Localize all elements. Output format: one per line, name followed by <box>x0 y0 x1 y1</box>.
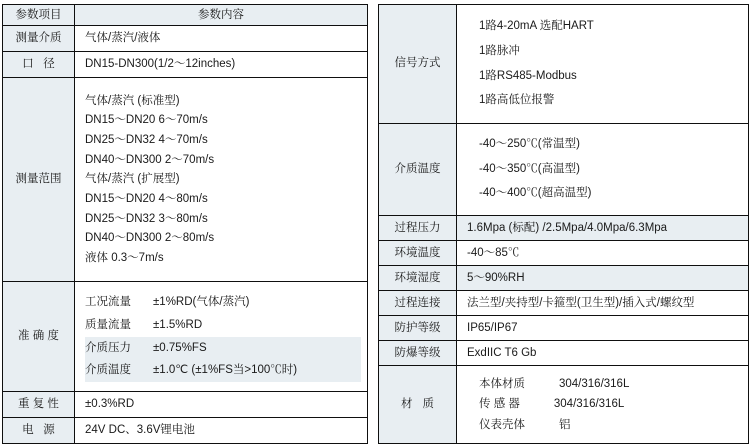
row-value-accuracy <box>75 282 368 392</box>
material-line <box>479 394 742 415</box>
row-label-medium-temp: 介质温度 <box>379 123 457 215</box>
accuracy-name: 介质温度 <box>85 364 131 377</box>
row-value-process-connection: 法兰型/夹持型/卡箍型(卫生型)/插入式/螺纹型 <box>457 291 749 316</box>
row-label-ambient-temp: 环境温度 <box>379 240 457 265</box>
table-row <box>379 215 749 240</box>
row-value-medium-temp <box>457 123 749 215</box>
table-row-accuracy <box>3 282 368 392</box>
row-value-medium: 气体/蒸汽/液体 <box>75 26 368 52</box>
range-line: DN15～DN20 6～70m/s <box>85 114 208 127</box>
row-value-repeatability: ±0.3%RD <box>75 391 368 417</box>
table-row <box>379 341 749 366</box>
material-line <box>479 374 742 395</box>
row-label-repeatability: 重 复 性 <box>3 391 75 417</box>
table-row <box>379 316 749 341</box>
medium-temp-line: -40～250℃(常温型) <box>479 138 580 151</box>
row-label-protection-grade: 防护等级 <box>379 316 457 341</box>
material-name: 本体材质 <box>479 377 525 390</box>
table-row-material <box>379 366 749 444</box>
row-label-process-pressure: 过程压力 <box>379 215 457 240</box>
accuracy-value: ±1.0℃ (±1%FS当>100℃时) <box>153 364 298 377</box>
left-spec-table <box>2 4 368 444</box>
range-line: DN15～DN20 4～80m/s <box>85 193 208 206</box>
row-label-range: 测量范围 <box>3 78 75 282</box>
medium-temp-line: -40～400℃(超高温型) <box>479 187 592 200</box>
range-line: DN25～DN32 3～80m/s <box>85 212 208 225</box>
range-line: DN25～DN32 4～70m/s <box>85 134 208 147</box>
medium-temp-line: -40～350℃(高温型) <box>479 162 580 175</box>
row-label-signal: 信号方式 <box>379 5 457 124</box>
range-line: 液体 0.3～7m/s <box>85 252 164 265</box>
row-label-power: 电 源 <box>3 417 75 443</box>
signal-line: 1路4-20mA 选配HART <box>479 20 594 33</box>
range-line: DN40～DN300 2～70m/s <box>85 153 215 166</box>
table-row <box>3 26 368 52</box>
accuracy-name: 介质压力 <box>85 341 131 354</box>
table-row-medium-temp <box>379 123 749 215</box>
material-line <box>479 415 742 436</box>
row-label-explosion-grade: 防爆等级 <box>379 341 457 366</box>
row-label-diameter: 口 径 <box>3 52 75 78</box>
row-value-ambient-temp: -40～85℃ <box>457 240 749 265</box>
material-name: 仪表壳体 <box>479 419 525 432</box>
accuracy-line <box>85 359 361 382</box>
table-row-signal <box>379 5 749 124</box>
signal-line: 1路高低位报警 <box>479 94 555 107</box>
table-row <box>3 52 368 78</box>
table-row <box>379 266 749 291</box>
header-col-content: 参数内容 <box>75 5 368 26</box>
row-value-process-pressure: 1.6Mpa (标配) /2.5Mpa/4.0Mpa/6.3Mpa <box>457 215 749 240</box>
accuracy-value: ±0.75%FS <box>153 341 207 354</box>
row-label-material: 材 质 <box>379 366 457 444</box>
material-name: 传 感 器 <box>479 398 520 411</box>
material-value: 304/316/316L <box>559 377 630 390</box>
row-value-ambient-humidity: 5～90%RH <box>457 266 749 291</box>
row-value-power: 24V DC、3.6V锂电池 <box>75 417 368 443</box>
range-line: 气体/蒸汽 (标准型) <box>85 94 180 107</box>
signal-line: 1路脉冲 <box>479 45 520 58</box>
accuracy-name: 工况流量 <box>85 296 131 309</box>
right-spec-table <box>378 4 749 444</box>
range-line: DN40～DN300 2～80m/s <box>85 232 215 245</box>
row-value-material <box>457 366 749 444</box>
header-col-parameter: 参数项目 <box>3 5 75 26</box>
accuracy-value: ±1.5%RD <box>153 319 203 332</box>
material-value: 铝 <box>559 419 571 432</box>
table-row <box>379 291 749 316</box>
material-value: 304/316/316L <box>553 398 625 411</box>
table-row <box>3 391 368 417</box>
accuracy-line <box>85 314 361 337</box>
row-value-diameter: DN15-DN300(1/2～12inches) <box>75 52 368 78</box>
signal-line: 1路RS485-Modbus <box>479 69 577 82</box>
table-row-range <box>3 78 368 282</box>
row-label-accuracy: 准 确 度 <box>3 282 75 392</box>
accuracy-name: 质量流量 <box>85 319 131 332</box>
row-value-explosion-grade: ExdIIC T6 Gb <box>457 341 749 366</box>
accuracy-value: ±1%RD(气体/蒸汽) <box>153 296 250 309</box>
table-header-row <box>3 5 368 26</box>
row-value-range <box>75 78 368 282</box>
row-value-protection-grade: IP65/IP67 <box>457 316 749 341</box>
row-value-signal <box>457 5 749 124</box>
accuracy-line <box>85 291 361 314</box>
range-line: 气体/蒸汽 (扩展型) <box>85 173 180 186</box>
row-label-ambient-humidity: 环境湿度 <box>379 266 457 291</box>
row-label-medium: 测量介质 <box>3 26 75 52</box>
accuracy-line <box>85 337 361 360</box>
row-label-process-connection: 过程连接 <box>379 291 457 316</box>
table-row <box>3 417 368 443</box>
table-row <box>379 240 749 265</box>
